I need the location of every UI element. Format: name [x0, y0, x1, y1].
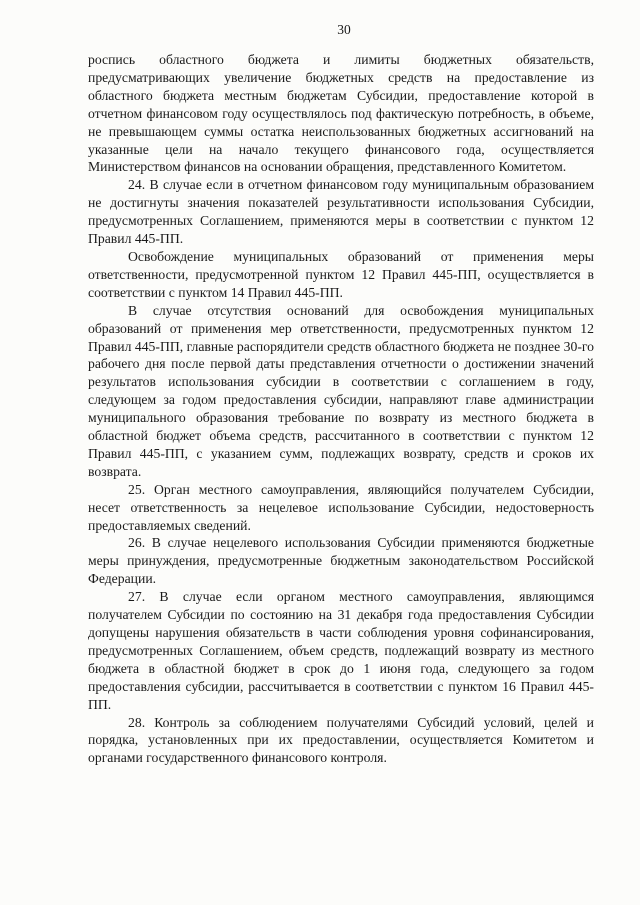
paragraph-item-26: 26. В случае нецелевого использования Субсидии применяются бюджетные меры принуждения, предусмотренные бюджетным законодательством Российской Федерации.	[88, 535, 594, 587]
page-number: 30	[337, 22, 351, 37]
paragraph-item-24: 24. В случае если в отчетном финансовом году муниципальным образованием не достигнуты значения показателей результативности использования Субсидии, предусмотренных Соглашением, применяются меры в соответствии с пунктом 12 Правил 445-ПП.	[88, 177, 594, 247]
paragraph-item-24-release: Освобождение муниципальных образований от применения меры ответственности, предусмотренной пунктом 12 Правил 445-ПП, осуществляется в соответствии с пунктом 14 Правил 445-ПП.	[88, 248, 594, 300]
paragraph-item-27: 27. В случае если органом местного самоуправления, являющимся получателем Субсидии по состоянию на 31 декабря года предоставления Субсидии допущены нарушения обязательств в части соблюдения уровня софинансирования, предусмотренных Соглашением, объем средств, подлежащий возврату из местного бюджета в областной бюджет в срок до 1 июня года, следующего за годом предоставления субсидии, рассчитывается в соответствии с пунктом 16 Правил 445-ПП.	[88, 589, 594, 712]
paragraph-item-25: 25. Орган местного самоуправления, являющийся получателем Субсидии, несет ответственность за нецелевое использование Субсидии, недостоверность предоставляемых сведений.	[88, 481, 594, 533]
paragraph-continuation: роспись областного бюджета и лимиты бюджетных обязательств, предусматривающих увеличение бюджетных средств на предоставление из областного бюджета местным бюджетам Субсидии, предоставление которой в отчетном финансовом году осуществлялось под фактическую потребность, в объеме, не превышающем суммы остатка неиспользованных бюджетных ассигнований на указанные цели на начало текущего финансового года, осуществляется Министерством финансов на основании обращения, представленного Комитетом.	[88, 52, 594, 175]
paragraph-item-28: 28. Контроль за соблюдением получателями Субсидий условий, целей и порядка, установленных при их предоставлении, осуществляется Комитетом и органами государственного финансового контроля.	[88, 714, 594, 766]
paragraph-item-24-absence: В случае отсутствия оснований для освобождения муниципальных образований от применения мер ответственности, предусмотренных пунктом 12 Правил 445-ПП, главные распорядители средств областного бюджета не позднее 30-го рабочего дня после первой даты представления отчетности о достижении значений результатов использования субсидии в соответствии с соглашением в году, следующем за годом предоставления субсидии, направляют главе администрации муниципального образования требование по возврату из местного бюджета в областной бюджет объема средств, рассчитанного в соответствии с пунктом 12 Правил 445-ПП, с указанием сумм, подлежащих возврату, средств и сроков их возврата.	[88, 302, 594, 479]
